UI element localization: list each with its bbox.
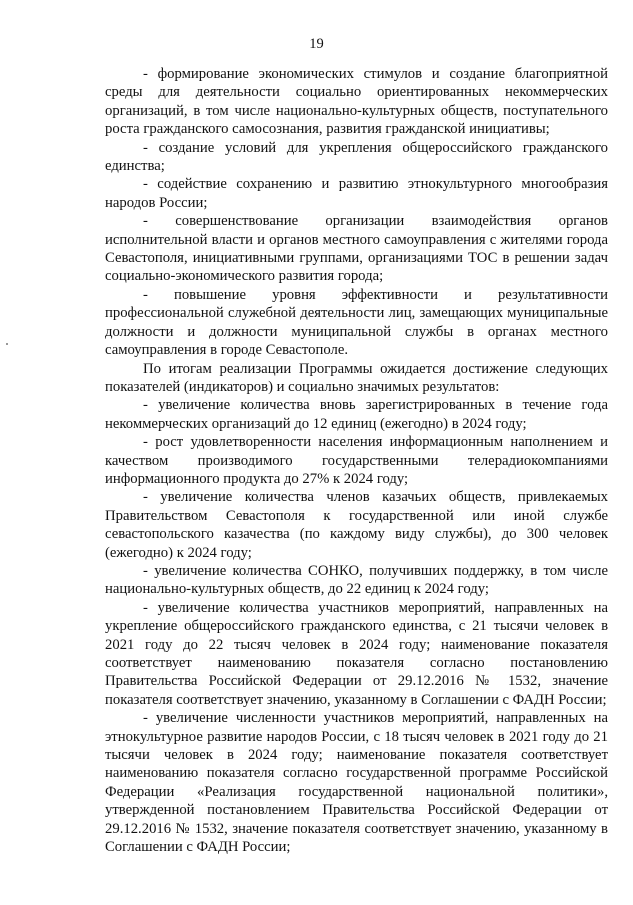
paragraph-media-satisfaction: - рост удовлетворенности населения информационным наполнением и качеством производимого государственными телерадиокомпаниями информационного продукта до 27% к 2024 году; — [105, 434, 608, 487]
paragraph-interaction-improvement: - совершенствование организации взаимодействия органов исполнительной власти и органов местного самоуправления с жителями города Севастополя, инициативными группами, организациями ТОС в решении задач социально-экономического развития города; — [105, 213, 608, 285]
paragraph-cossack-members: - увеличение количества членов казачьих обществ, привлекаемых Правительством Севастополя к государственной или иной службе севастопольского казачества (по каждому виду службы), до 300 человек (ежегодно) к 2024 году; — [105, 489, 608, 561]
paragraph-expected-results: По итогам реализации Программы ожидается достижение следующих показателей (индикаторов) и социально значимых результатов: — [105, 360, 608, 395]
paragraph-sonko-support: - увеличение количества СОНКО, получивших поддержку, в том числе национально-культурных обществ, до 22 единиц к 2024 году; — [105, 562, 608, 598]
paragraph-civic-unity-participants: - увеличение количества участников мероприятий, направленных на укрепление общероссийского гражданского единства, с 21 тысячи человек в 2021 году до 22 тысяч человек в 2024 году; наименование показателя соответствует наименованию показателя согласно постановлению Правительства Российской Федерации от 29.12.2016 № 1532, значение показателя соответствует значению, указанному в Соглашении с ФАДН России; — [105, 599, 608, 708]
paragraph-efficiency-increase: - повышение уровня эффективности и результативности профессиональной служебной деятельности лиц, замещающих муниципальные должности и должности муниципальной службы в органах местного самоуправления в городе Севастополе. — [105, 286, 608, 359]
paragraph-ethnocultural-participants: - увеличение численности участников мероприятий, направленных на этнокультурное развитие народов России, с 18 тысяч человек в 2021 году до 21 тысячи человек в 2024 году; наименование показателя соответствует наименованию показателя согласно государственной программе Российской Федерации «Реализация государственной национальной политики», утвержденной постановлением Правительства Российской Федерации от 29.12.2016 № 1532, значение показателя соответствует значению, указанному в Соглашении с ФАДН России; — [105, 710, 608, 856]
scan-mark — [6, 343, 8, 345]
paragraph-ethnocultural-diversity: - содействие сохранению и развитию этнокультурного многообразия народов России; — [105, 176, 608, 211]
paragraph-civic-unity: - создание условий для укрепления общероссийского гражданского единства; — [105, 139, 608, 175]
paragraph-nko-registrations: - увеличение количества вновь зарегистрированных в течение года некоммерческих организаций до 12 единиц (ежегодно) в 2024 году; — [105, 397, 608, 432]
page-number: 19 — [309, 36, 324, 52]
page-body — [105, 65, 608, 856]
paragraph-economic-incentives: - формирование экономических стимулов и создание благоприятной среды для деятельности социально ориентированных некоммерческих организаций, в том числе национально-культурных обществ, поступательного роста гражданского самосознания, развития гражданской инициативы; — [105, 66, 608, 138]
